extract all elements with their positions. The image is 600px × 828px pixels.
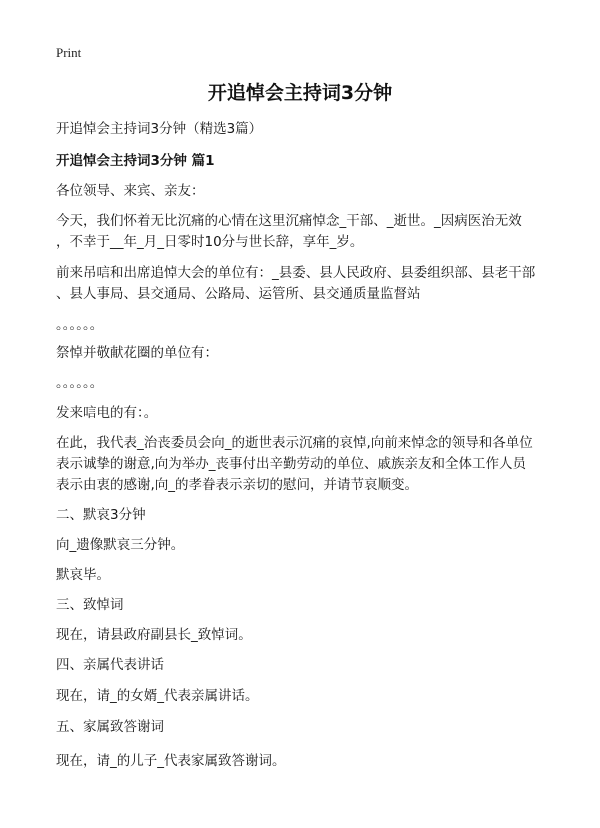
- paragraph-line: 发来唁电的有：。: [56, 405, 158, 421]
- paragraph-line: 、县人事局、县交通局、公路局、运管所、县交通质量监督站: [56, 286, 421, 302]
- section-item: 三、致悼词: [56, 597, 124, 613]
- paragraph-line: 表示由衷的感谢,向_的孝眷表示亲切的慰问，并请节哀顺变。: [56, 477, 419, 493]
- section-item: 二、默哀3分钟: [56, 507, 146, 523]
- section-heading: 开追悼会主持词3分钟 篇1: [56, 153, 215, 169]
- paragraph-line: 现在，请县政府副县长_致悼词。: [56, 627, 252, 643]
- paragraph-line: 向_遗像默哀三分钟。: [56, 537, 185, 553]
- section-item: 四、亲属代表讲话: [56, 657, 164, 673]
- section-item: 五、家属致答谢词: [56, 719, 164, 735]
- ellipsis-line: 。。。。。。: [56, 317, 104, 333]
- paragraph-line: 现在，请_的女婿_代表亲属讲话。: [56, 688, 259, 704]
- paragraph-line: 在此，我代表_治丧委员会向_的逝世表示沉痛的哀悼,向前来悼念的领导和各单位: [56, 435, 533, 451]
- paragraph-line: ，不幸于__年_月_日零时10分与世长辞，享年_岁。: [56, 234, 364, 250]
- subtitle: 开追悼会主持词3分钟（精选3篇）: [56, 121, 263, 137]
- paragraph-line: 祭悼并敬献花圈的单位有：: [56, 345, 218, 361]
- page-title: 开追悼会主持词3分钟: [207, 82, 393, 104]
- ellipsis-line: 。。。。。。: [56, 375, 104, 391]
- paragraph-line: 表示诚挚的谢意,向为举办_丧事付出辛勤劳动的单位、戚族亲友和全体工作人员: [56, 456, 527, 472]
- paragraph-greeting: 各位领导、来宾、亲友：: [56, 183, 205, 199]
- paragraph-line: 前来吊唁和出席追悼大会的单位有：_县委、县人民政府、县委组织部、县老干部: [56, 265, 536, 281]
- paragraph-line: 默哀毕。: [56, 567, 110, 583]
- paragraph-line: 今天，我们怀着无比沉痛的心情在这里沉痛悼念_干部、_逝世。_因病医治无效: [56, 213, 522, 229]
- print-link[interactable]: Print: [56, 45, 82, 60]
- paragraph-line: 现在，请_的儿子_代表家属致答谢词。: [56, 753, 286, 769]
